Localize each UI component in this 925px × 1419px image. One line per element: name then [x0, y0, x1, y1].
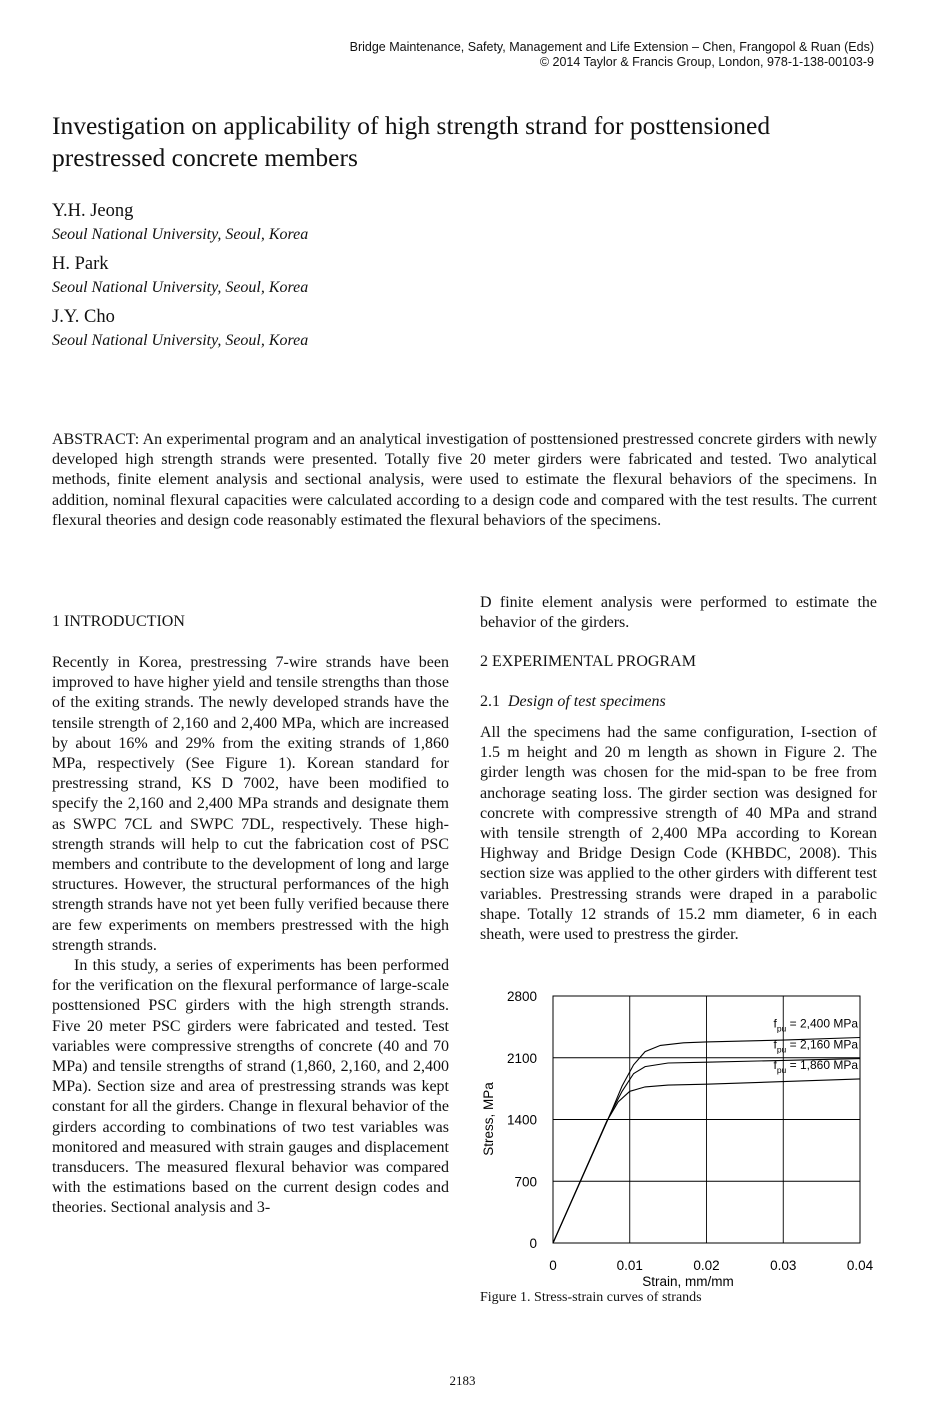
section-heading-experimental: 2 EXPERIMENTAL PROGRAM — [480, 653, 696, 670]
x-axis-label: Strain, mm/mm — [642, 1274, 734, 1289]
y-tick-label: 700 — [514, 1174, 537, 1190]
author-name: J.Y. Cho — [52, 307, 115, 327]
x-tick-label: 0.03 — [770, 1258, 797, 1273]
series-label-sub: pu — [776, 1023, 787, 1034]
header-line-1: Bridge Maintenance, Safety, Management and Life Extension – Chen, Frangopol & Ruan (Eds) — [349, 40, 874, 54]
abstract: ABSTRACT: An experimental program and an analytical investigation of posttensioned prestressed concrete girders with newly developed high strength strands were presented. Totally five 20 meter girders were fabricated and tested. Two analytical methods, finite element analysis and sectional analysis, were used to estimate the flexural behaviors of the specimens. In addition, nominal flexural capacities were calculated according to a design code and compared with the test results. The current flexural theories and design code reasonably estimated the flexural behaviors of the specimens. — [52, 431, 877, 529]
series-label-rest: = 2,400 MPa — [786, 1016, 858, 1031]
continuation-paragraph: D finite element analysis were performed to estimate the behavior of the girders. — [480, 594, 877, 632]
subsection-heading — [480, 693, 666, 711]
header-line-2: © 2014 Taylor & Francis Group, London, 978-1-138-00103-9 — [539, 55, 874, 69]
series-label-main: f — [773, 1016, 777, 1031]
paper-title: Investigation on applicability of high strength strand for posttensioned prestressed concrete members — [52, 111, 771, 172]
series-label-main: f — [773, 1037, 777, 1052]
x-tick-label: 0.01 — [616, 1258, 643, 1273]
author-affiliation: Seoul National University, Seoul, Korea — [52, 226, 309, 243]
series-label-main: f — [773, 1057, 777, 1072]
x-tick-label: 0 — [549, 1258, 557, 1273]
y-tick-label: 2100 — [506, 1050, 537, 1066]
stress-strain-chart — [478, 984, 888, 1289]
series-label-sub: pu — [776, 1044, 787, 1055]
author-affiliation: Seoul National University, Seoul, Korea — [52, 279, 309, 296]
running-header — [350, 40, 874, 70]
figure-caption: Figure 1. Stress-strain curves of strands — [480, 1290, 702, 1305]
author-name: Y.H. Jeong — [52, 201, 134, 221]
series-label-rest: = 1,860 MPa — [786, 1057, 858, 1072]
intro-paragraph-2: In this study, a series of experiments has been performed for the verification on the flexural performance of large-scale posttensioned PSC girders with the high strength strands. Five 20 meter PSC girders were fabricated and tested. Test variables were compressive strengths of concrete (40 and 70 MPa) and tensile strengths of strand (1,860, 2,160, and 2,400 MPa). Section size and area of prestressing strands was kept constant for all the girders. Change in flexural behavior of the girders according to combinations of two test variables was monitored and measured with strain gauges and displacement transducers. The measured flexural behavior was compared with the estimations based on the current design codes and theories. Sectional analysis and 3- — [52, 957, 449, 1217]
x-tick-label: 0.02 — [693, 1258, 720, 1273]
page-number: 2183 — [449, 1373, 476, 1388]
author-name: H. Park — [52, 254, 109, 274]
subsection-title: Design of test specimens — [508, 693, 666, 710]
series-labels — [773, 1016, 858, 1074]
y-tick-label: 0 — [529, 1236, 537, 1251]
author-affiliation: Seoul National University, Seoul, Korea — [52, 332, 309, 349]
intro-paragraph-1: Recently in Korea, prestressing 7-wire strands have been improved to have higher yield and tensile strengths than those of the exiting strands. The newly developed strands have the tensile strength of 2,160 and 2,400 MPa, which are increased by about 16% and 29% from the exiting strands of 1,860 MPa, respectively (See Figure 1). Korean standard for prestressing strand, KS D 7002, have been modified to specify the 2,160 and 2,400 MPa strands and designate them as SWPC 7CL and SWPC 7DL, respectively. These high-strength strands will help to cut the fabrication cost of PSC members and contribute to the development of long and large structures. However, the structural performances of the high strength strands have not yet been fully verified because there are few experiments on members prestressed with the high strength strands. — [52, 654, 449, 954]
series-label-sub: pu — [776, 1064, 787, 1075]
section-heading-introduction: 1 INTRODUCTION — [52, 613, 185, 630]
series-label-rest: = 2,160 MPa — [786, 1037, 858, 1052]
x-tick-label: 0.04 — [846, 1258, 874, 1273]
left-column — [52, 653, 449, 1219]
right-column — [480, 593, 877, 633]
y-tick-label: 2800 — [506, 989, 537, 1004]
design-paragraph: All the specimens had the same configuration, I-section of 1.5 m height and 20 m length as shown in Figure 2. The girder length was chosen for the mid-span to be free from anchorage seating loss. The girder section was designed for concrete with compressive strength of 40 MPa and strand with tensile strength of 2,400 MPa according to Korean Highway and Bridge Design Code (KHBDC, 2008). This section size was applied to the other girders with different test variables. Prestressing strands were draped in a parabolic shape. Totally 12 strands of 15.2 mm diameter, 6 in each sheath, were used to prestress the girder. — [480, 724, 877, 944]
subsection-number: 2.1 — [480, 693, 500, 710]
y-axis-label: Stress, MPa — [481, 1082, 496, 1156]
y-tick-label: 1400 — [506, 1112, 537, 1128]
